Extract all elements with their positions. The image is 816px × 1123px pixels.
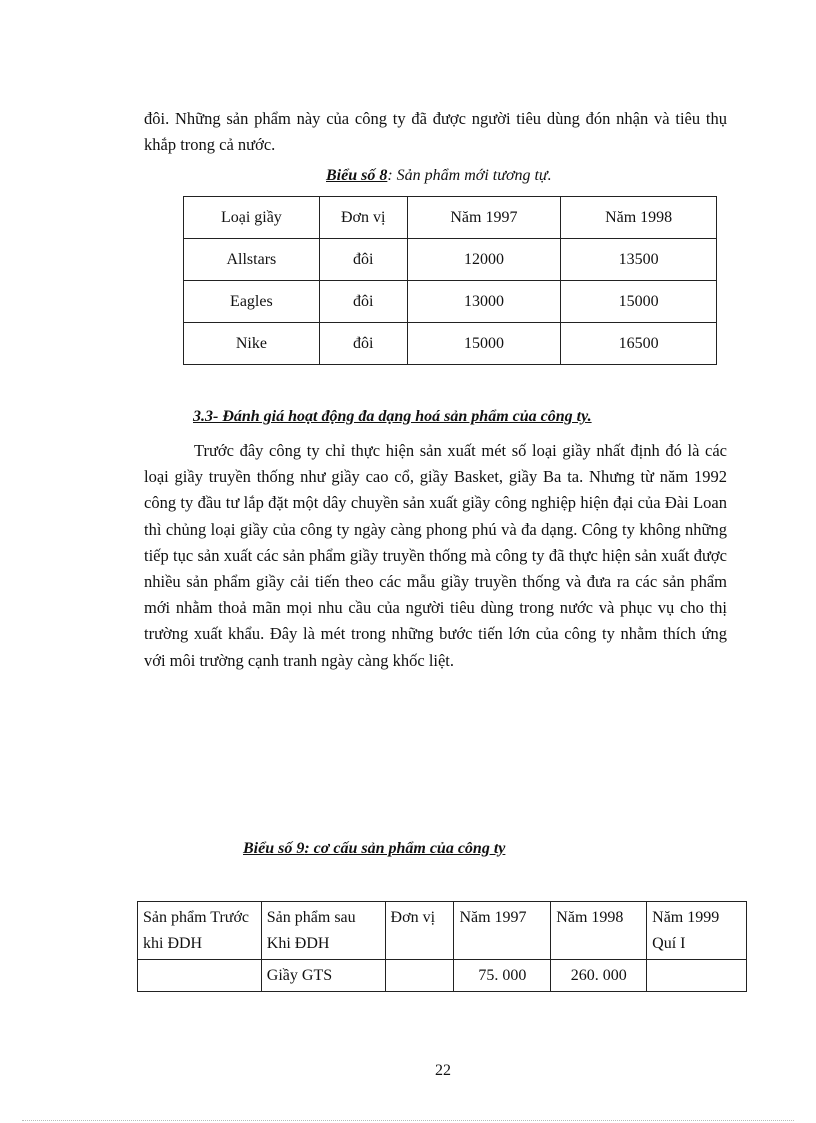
table8-header-row — [184, 197, 717, 239]
page-bottom-divider — [22, 1120, 794, 1121]
table-row — [184, 323, 717, 365]
page-number: 22 — [435, 1062, 451, 1079]
table8-caption-label: Biểu số 8 — [326, 167, 388, 184]
table9-caption-label: Biểu số 9 — [243, 840, 305, 857]
table-row — [138, 960, 747, 992]
table8-cell: 15000 — [561, 281, 717, 323]
table9-cell: Giầy GTS — [261, 960, 385, 992]
table9-cell — [385, 960, 454, 992]
table9-caption-text: : cơ cấu sản phẩm của công ty — [304, 840, 506, 857]
table9-cell: 260. 000 — [551, 960, 647, 992]
table9-caption — [243, 840, 505, 858]
table9-cell — [138, 960, 262, 992]
table8-header-cell: Đơn vị — [319, 197, 407, 239]
table8-header-cell: Loại giầy — [184, 197, 320, 239]
table9-header-cell: Sản phẩm sau Khi ĐDH — [261, 902, 385, 960]
table8 — [183, 196, 717, 365]
table8-cell: 13500 — [561, 239, 717, 281]
table8-cell: đôi — [319, 281, 407, 323]
table8-cell: đôi — [319, 323, 407, 365]
table8-cell: Eagles — [184, 281, 320, 323]
table9-header-cell: Đơn vị — [385, 902, 454, 960]
table8-cell: Nike — [184, 323, 320, 365]
table8-cell: đôi — [319, 239, 407, 281]
table9 — [137, 901, 747, 992]
table-row — [184, 239, 717, 281]
table8-caption-text: : Sản phẩm mới tương tự. — [387, 167, 552, 184]
intro-paragraph: đôi. Những sản phẩm này của công ty đã được người tiêu dùng đón nhận và tiêu thụ khắp trong cả nước. — [144, 109, 727, 155]
table8-cell: 15000 — [407, 323, 561, 365]
table8-caption — [326, 167, 552, 185]
table9-header-row — [138, 902, 747, 960]
table9-header-cell: Năm 1998 — [551, 902, 647, 960]
table8-cell: 12000 — [407, 239, 561, 281]
table8-cell: Allstars — [184, 239, 320, 281]
section-body: Trước đây công ty chỉ thực hiện sản xuất mét số loại giầy nhất định đó là các loại giầy truyền thống như giầy cao cổ, giầy Basket, giầy Ba ta. Nhưng từ năm 1992 công ty đầu tư lắp đặt một dây chuyền sản xuất giầy công nghiệp hiện đại của Đài Loan thì chủng loại giầy của công ty ngày càng phong phú và đa dạng. Công ty không những tiếp tục sản xuất các sản phẩm giầy truyền thống mà công ty đã thực hiện sản xuất được nhiều sản phẩm giầy cải tiến theo các mẫu giầy truyền thống và đưa ra các sản phẩm mới nhằm thoả mãn mọi nhu cầu của người tiêu dùng trong nước và phục vụ cho thị trường xuất khẩu. Đây là mét trong những bước tiến lớn của công ty nhằm thích ứng với môi trường cạnh tranh ngày càng khốc liệt. — [144, 441, 727, 670]
table9-header-cell: Năm 1997 — [454, 902, 551, 960]
table9-cell — [647, 960, 747, 992]
table8-header-cell: Năm 1997 — [407, 197, 561, 239]
table8-cell: 16500 — [561, 323, 717, 365]
table8-header-cell: Năm 1998 — [561, 197, 717, 239]
table9-cell: 75. 000 — [454, 960, 551, 992]
table9-header-cell: Năm 1999 Quí I — [647, 902, 747, 960]
table9-header-cell: Sản phẩm Trước khi ĐDH — [138, 902, 262, 960]
table8-cell: 13000 — [407, 281, 561, 323]
section-heading: 3.3- Đánh giá hoạt động đa dạng hoá sản phẩm của công ty. — [193, 408, 592, 425]
table-row — [184, 281, 717, 323]
